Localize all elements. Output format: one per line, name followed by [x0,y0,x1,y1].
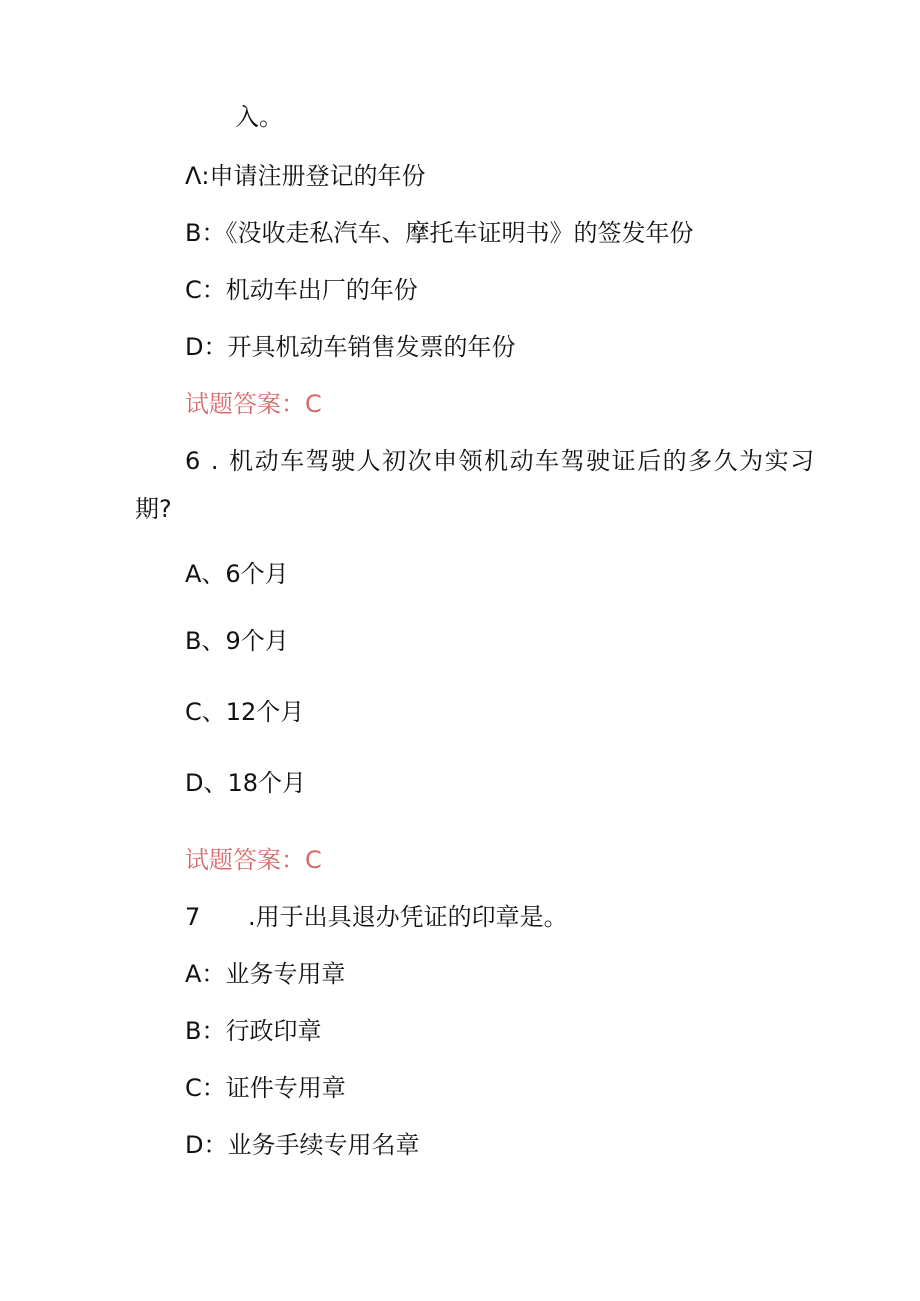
q5-answer: 试题答案：C [185,390,322,418]
q7-option-d: D：业务手续专用名章 [185,1131,420,1159]
q5-option-b: B：《没收走私汽车、摩托车证明书》的签发年份 [185,219,694,247]
q5-option-a: Λ:申请注册登记的年份 [185,162,426,190]
q7-option-c: C：证件专用章 [185,1074,346,1102]
question-7-text: .用于出具退办凭证的印章是。 [248,903,568,931]
question-7-number: 7 [185,903,201,931]
question-6-line-2: 期? [135,495,172,523]
q6-option-a: A、6个月 [185,560,289,588]
q6-answer: 试题答案：C [185,846,322,874]
q7-option-b: B：行政印章 [185,1017,322,1045]
q5-option-d: D：开具机动车销售发票的年份 [185,333,516,361]
question-6-line-1: 6 . 机动车驾驶人初次申领机动车驾驶证后的多久为实习 [185,447,816,475]
q6-option-d: D、18个月 [185,769,307,797]
q5-option-c: C：机动车出厂的年份 [185,276,418,304]
q6-option-c: C、12个月 [185,698,305,726]
q7-option-a: A：业务专用章 [185,960,346,988]
q6-option-b: B、9个月 [185,627,289,655]
question-5-tail: 入。 [235,103,283,131]
